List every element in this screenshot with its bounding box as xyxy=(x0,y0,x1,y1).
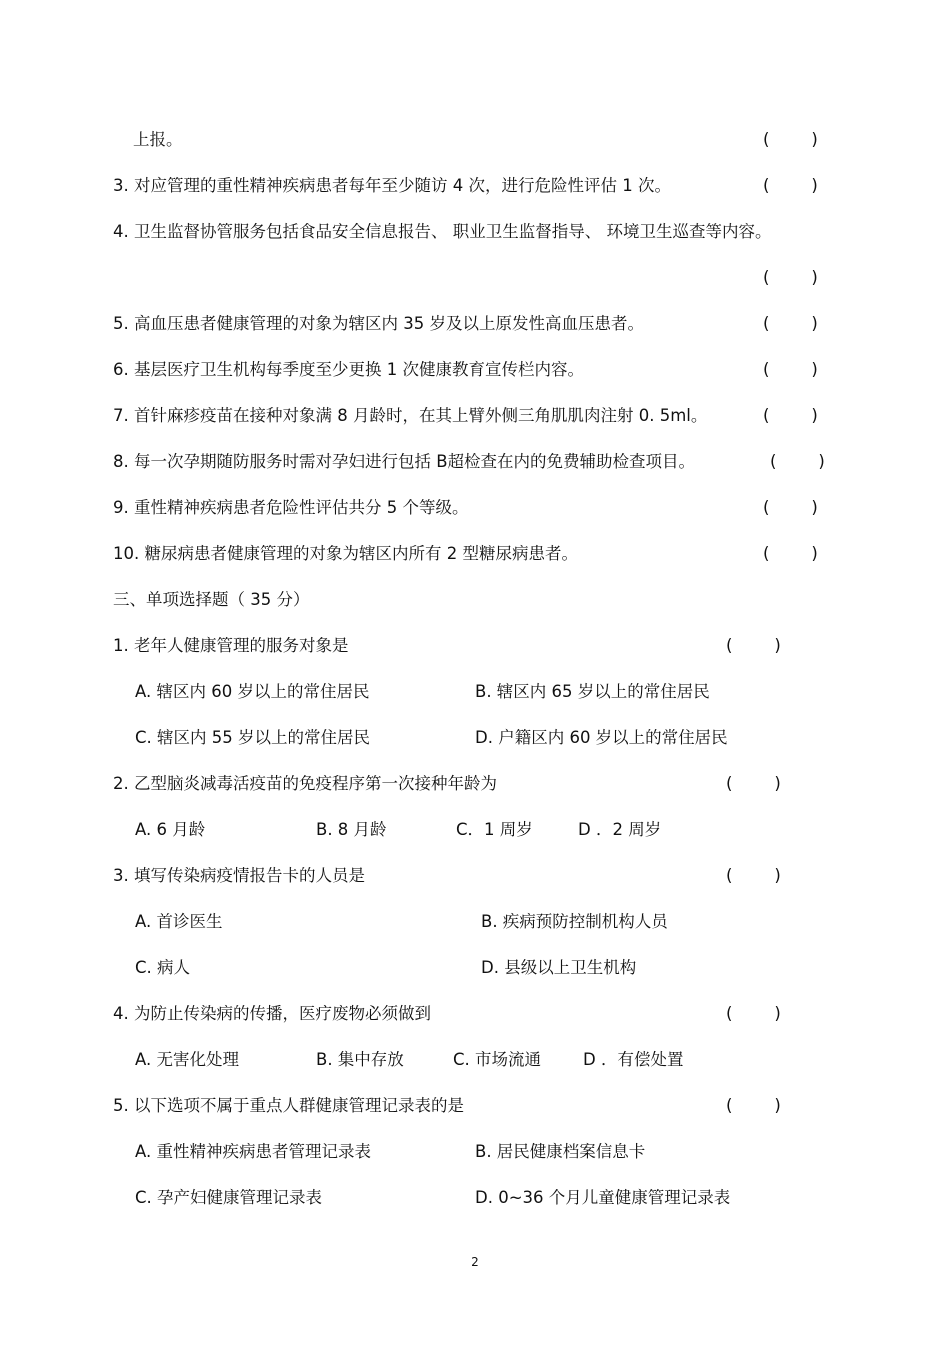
mc-q2-option-d: D ．2 周岁 xyxy=(578,820,662,839)
tf-item-2-paren: ( ) xyxy=(763,130,818,149)
mc-q1-option-d: D. 户籍区内 60 岁以上的常住居民 xyxy=(475,728,728,747)
tf-item-3-paren: ( ) xyxy=(763,176,818,195)
mc-q2-option-c: C．1 周岁 xyxy=(456,820,533,839)
mc-q4-option-d: D ．有偿处置 xyxy=(583,1050,684,1069)
tf-item-6: 6. 基层医疗卫生机构每季度至少更换 1 次健康教育宣传栏内容。 xyxy=(113,360,584,379)
page-number: 2 xyxy=(471,1255,479,1269)
mc-q5-paren: ( ) xyxy=(726,1096,781,1115)
mc-q5-option-c: C. 孕产妇健康管理记录表 xyxy=(135,1188,323,1207)
mc-q3-option-b: B. 疾病预防控制机构人员 xyxy=(481,912,668,931)
mc-q1-paren: ( ) xyxy=(726,636,781,655)
mc-q2-option-b: B. 8 月龄 xyxy=(316,820,387,839)
tf-item-2-continued: 上报。 xyxy=(133,130,183,149)
mc-q5-option-a: A. 重性精神疾病患者管理记录表 xyxy=(135,1142,371,1161)
mc-q4-option-b: B. 集中存放 xyxy=(316,1050,404,1069)
tf-item-8: 8. 每一次孕期随防服务时需对孕妇进行包括 B超检查在内的免费辅助检查项目。 xyxy=(113,452,696,471)
mc-q5-stem: 5. 以下选项不属于重点人群健康管理记录表的是 xyxy=(113,1096,464,1115)
mc-q2-paren: ( ) xyxy=(726,774,781,793)
mc-q1-stem: 1. 老年人健康管理的服务对象是 xyxy=(113,636,349,655)
mc-q4-option-c: C. 市场流通 xyxy=(453,1050,542,1069)
tf-item-5: 5. 高血压患者健康管理的对象为辖区内 35 岁及以上原发性高血压患者。 xyxy=(113,314,644,333)
tf-item-3: 3. 对应管理的重性精神疾病患者每年至少随访 4 次，进行危险性评估 1 次。 xyxy=(113,176,671,195)
tf-item-4: 4. 卫生监督协管服务包括食品安全信息报告、 职业卫生监督指导、 环境卫生巡查等内容。 xyxy=(113,222,772,241)
mc-q4-stem: 4. 为防止传染病的传播，医疗废物必须做到 xyxy=(113,1004,431,1023)
mc-q3-option-d: D. 县级以上卫生机构 xyxy=(481,958,637,977)
tf-item-5-paren: ( ) xyxy=(763,314,818,333)
mc-q1-option-a: A. 辖区内 60 岁以上的常住居民 xyxy=(135,682,370,701)
tf-item-9-paren: ( ) xyxy=(763,498,818,517)
tf-item-9: 9. 重性精神疾病患者危险性评估共分 5 个等级。 xyxy=(113,498,469,517)
mc-q3-paren: ( ) xyxy=(726,866,781,885)
mc-q3-option-a: A. 首诊医生 xyxy=(135,912,223,931)
tf-item-6-paren: ( ) xyxy=(763,360,818,379)
mc-q3-stem: 3. 填写传染病疫情报告卡的人员是 xyxy=(113,866,365,885)
mc-q5-option-b: B. 居民健康档案信息卡 xyxy=(475,1142,646,1161)
mc-q2-option-a: A. 6 月龄 xyxy=(135,820,206,839)
section-heading-mc: 三、单项选择题（ 35 分） xyxy=(113,590,310,609)
mc-q1-option-c: C. 辖区内 55 岁以上的常住居民 xyxy=(135,728,370,747)
tf-item-8-paren: ( ) xyxy=(770,452,825,471)
mc-q4-paren: ( ) xyxy=(726,1004,781,1023)
tf-item-7-paren: ( ) xyxy=(763,406,818,425)
tf-item-4-paren: ( ) xyxy=(763,268,818,287)
tf-item-7: 7. 首针麻疹疫苗在接种对象满 8 月龄时，在其上臂外侧三角肌肌肉注射 0. 5ml。 xyxy=(113,406,708,425)
mc-q4-option-a: A. 无害化处理 xyxy=(135,1050,239,1069)
mc-q5-option-d: D. 0~36 个月儿童健康管理记录表 xyxy=(475,1188,731,1207)
mc-q2-stem: 2. 乙型脑炎减毒活疫苗的免疫程序第一次接种年龄为 xyxy=(113,774,497,793)
tf-item-10-paren: ( ) xyxy=(763,544,818,563)
mc-q1-option-b: B. 辖区内 65 岁以上的常住居民 xyxy=(475,682,710,701)
mc-q3-option-c: C. 病人 xyxy=(135,958,191,977)
tf-item-10: 10. 糖尿病患者健康管理的对象为辖区内所有 2 型糖尿病患者。 xyxy=(113,544,578,563)
